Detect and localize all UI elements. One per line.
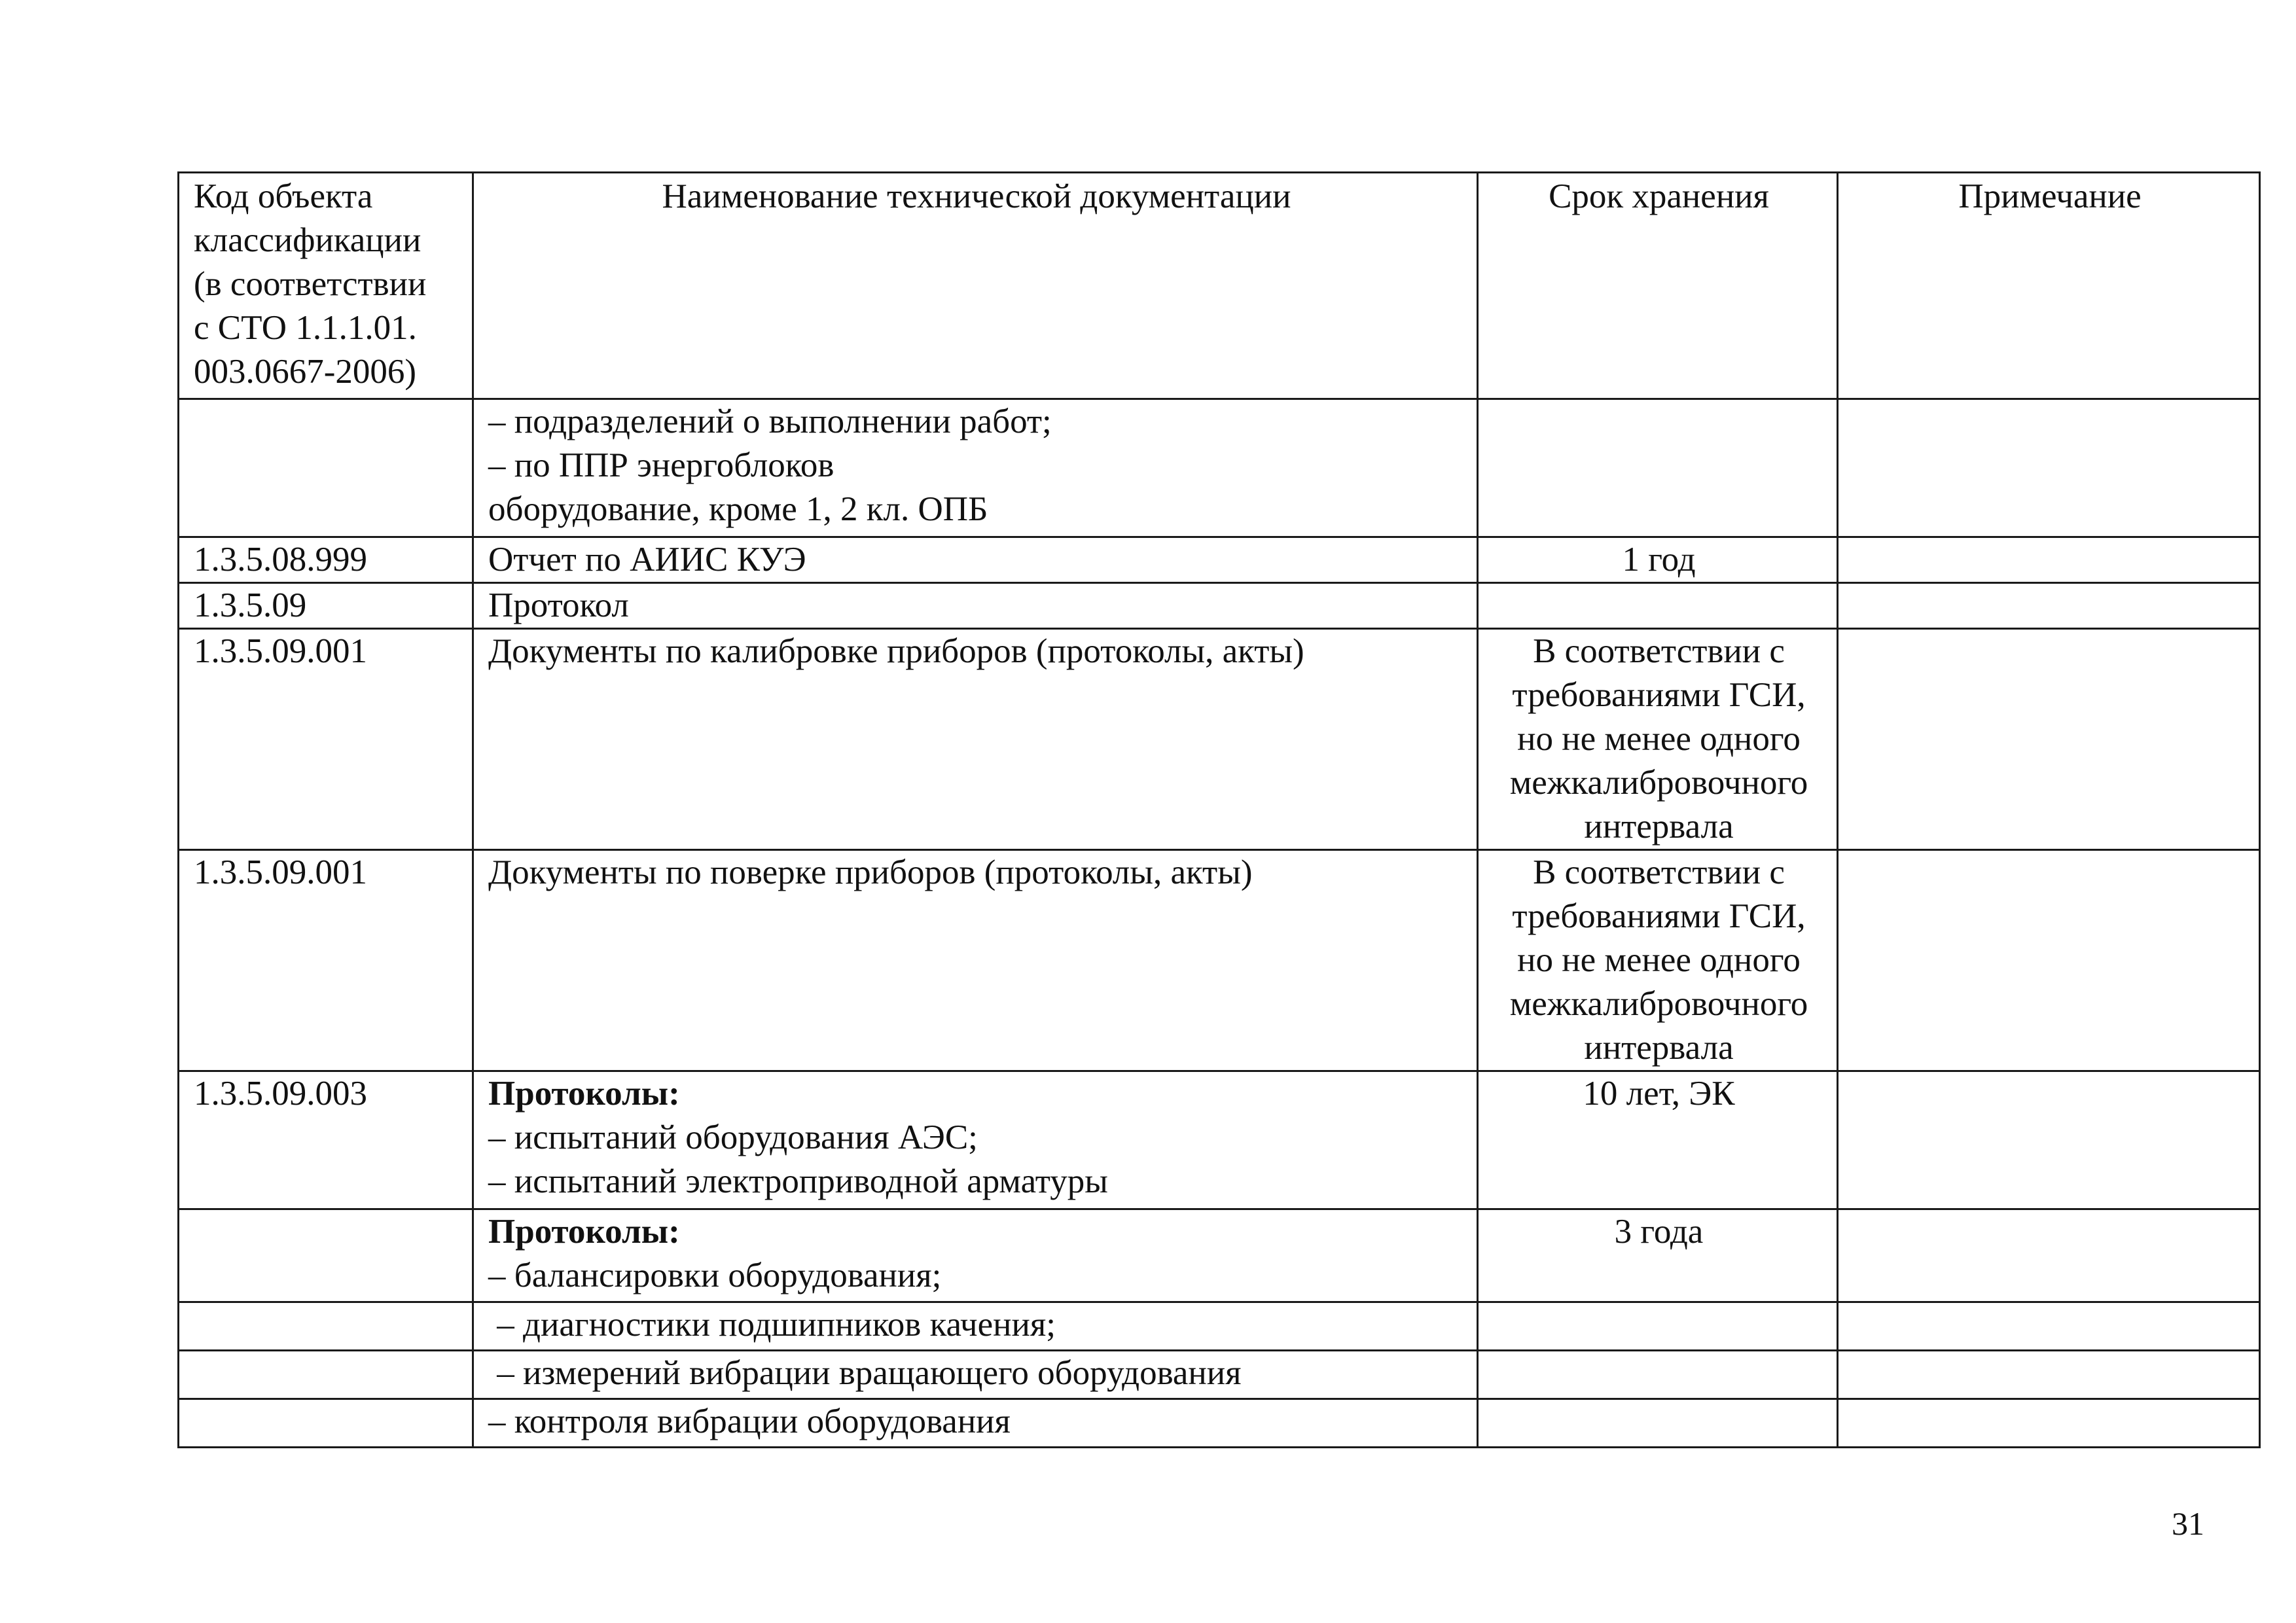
header-code-line: Код объекта: [194, 177, 373, 215]
term-line: 3 года: [1614, 1213, 1704, 1251]
header-note: Примечание: [1838, 173, 2260, 399]
cell-name: [473, 1209, 1478, 1302]
name-line: – диагностики подшипников качения;: [488, 1306, 1056, 1344]
name-line: – измерений вибрации вращающего оборудования: [488, 1354, 1242, 1392]
cell-note: [1838, 1351, 2260, 1399]
table-row: [179, 629, 2260, 850]
cell-code: [179, 1209, 473, 1302]
cell-code: 1.3.5.09.003: [179, 1071, 473, 1209]
name-line: – испытаний оборудования АЭС;: [488, 1118, 978, 1156]
cell-note: [1838, 1209, 2260, 1302]
name-line: Документы по калибровке приборов (протоколы, акты): [488, 632, 1304, 670]
header-term: Срок хранения: [1478, 173, 1838, 399]
cell-code: 1.3.5.09: [179, 583, 473, 629]
cell-note: [1838, 1399, 2260, 1448]
name-line: Документы по поверке приборов (протоколы, акты): [488, 853, 1253, 891]
cell-code: 1.3.5.08.999: [179, 537, 473, 583]
table-row: [179, 1209, 2260, 1302]
name-line: – балансировки оборудования;: [488, 1257, 942, 1294]
term-line: В соответствии с: [1533, 632, 1785, 670]
cell-name: [473, 1302, 1478, 1351]
table-row: [179, 1071, 2260, 1209]
cell-name: [473, 583, 1478, 629]
name-line: оборудование, кроме 1, 2 кл. ОПБ: [488, 490, 988, 528]
cell-note: [1838, 629, 2260, 850]
header-name: Наименование технической документации: [473, 173, 1478, 399]
name-line: – по ППР энергоблоков: [488, 446, 834, 484]
cell-name: [473, 629, 1478, 850]
cell-name: [473, 1351, 1478, 1399]
cell-term: [1478, 1351, 1838, 1399]
cell-note: [1838, 1302, 2260, 1351]
term-line: В соответствии с: [1533, 853, 1785, 891]
term-line: но не менее одного: [1517, 720, 1801, 758]
cell-name: [473, 1071, 1478, 1209]
name-line: – контроля вибрации оборудования: [488, 1402, 1011, 1440]
cell-term: [1478, 1302, 1838, 1351]
term-line: 10 лет, ЭК: [1583, 1075, 1735, 1113]
document-table: [177, 171, 2261, 1448]
name-line: – испытаний электроприводной арматуры: [488, 1162, 1108, 1200]
table-row: [179, 850, 2260, 1071]
cell-name: [473, 850, 1478, 1071]
term-line: 1 год: [1622, 541, 1696, 579]
name-heading: Протоколы:: [488, 1075, 680, 1113]
table-row-section: [179, 583, 2260, 629]
cell-note: [1838, 399, 2260, 537]
header-code-line: (в соответствии: [194, 265, 427, 303]
term-line: межкалибровочного: [1509, 985, 1808, 1023]
term-line: интервала: [1584, 808, 1734, 846]
term-line: межкалибровочного: [1509, 764, 1808, 802]
name-line: – подразделений о выполнении работ;: [488, 402, 1052, 440]
header-code-line: классификации: [194, 221, 422, 259]
cell-note: [1838, 537, 2260, 583]
cell-name: [473, 537, 1478, 583]
name-line: Протокол: [488, 586, 629, 624]
cell-note: [1838, 1071, 2260, 1209]
term-line: но не менее одного: [1517, 941, 1801, 979]
cell-name: [473, 1399, 1478, 1448]
cell-note: [1838, 850, 2260, 1071]
header-code: [179, 173, 473, 399]
cell-code: 1.3.5.09.001: [179, 629, 473, 850]
table-row: [179, 399, 2260, 537]
cell-code: [179, 1351, 473, 1399]
cell-code: 1.3.5.09.001: [179, 850, 473, 1071]
term-line: требованиями ГСИ,: [1512, 897, 1806, 935]
cell-name: [473, 399, 1478, 537]
name-heading: Протоколы:: [488, 1213, 680, 1251]
table-row: [179, 1302, 2260, 1351]
table-row: [179, 1399, 2260, 1448]
table-row: [179, 537, 2260, 583]
cell-term: [1478, 1209, 1838, 1302]
cell-term: [1478, 629, 1838, 850]
table-row: [179, 1351, 2260, 1399]
page-number: 31: [2172, 1505, 2204, 1542]
cell-term: [1478, 399, 1838, 537]
table-header-row: [179, 173, 2260, 399]
cell-note: [1838, 583, 2260, 629]
cell-term: [1478, 1399, 1838, 1448]
cell-code: [179, 399, 473, 537]
term-line: интервала: [1584, 1029, 1734, 1067]
header-code-line: с СТО 1.1.1.01.: [194, 309, 417, 347]
cell-code: [179, 1302, 473, 1351]
term-line: требованиями ГСИ,: [1512, 676, 1806, 714]
name-line: Отчет по АИИС КУЭ: [488, 541, 806, 579]
cell-term: [1478, 537, 1838, 583]
cell-term: [1478, 850, 1838, 1071]
cell-term: [1478, 583, 1838, 629]
cell-term: [1478, 1071, 1838, 1209]
header-code-line: 003.0667-2006): [194, 353, 417, 391]
cell-code: [179, 1399, 473, 1448]
